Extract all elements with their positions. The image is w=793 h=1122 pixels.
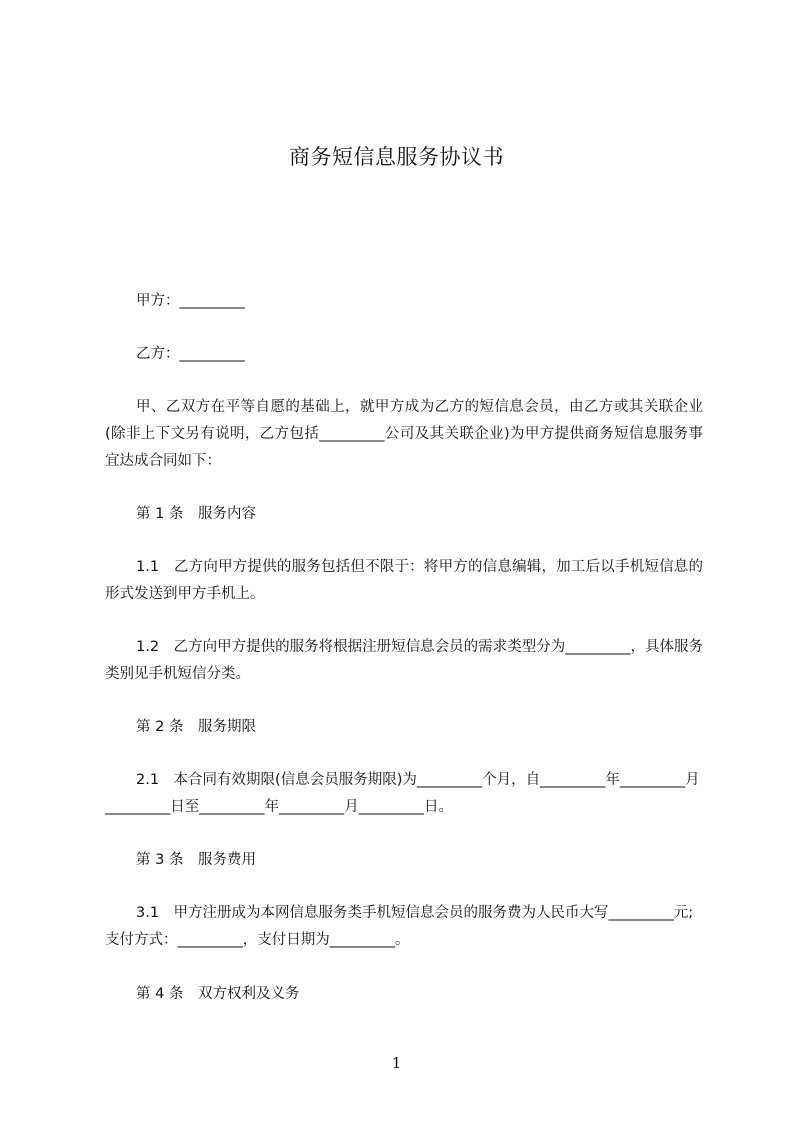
- article-3-heading: 第 3 条 服务费用: [136, 852, 256, 868]
- page-number: 1: [391, 1054, 402, 1072]
- document-title: 商务短信息服务协议书: [289, 145, 504, 169]
- party-a-line: 甲方：_________: [136, 293, 245, 309]
- clause-2-1: 2.1 本合同有效期限(信息会员服务期限)为_________个月，自_________年_________月_________日至_________年_________月_________日。: [105, 772, 700, 815]
- clause-1-2: 1.2 乙方向甲方提供的服务将根据注册短信息会员的需求类型分为_________，具体服务类别见手机短信分类。: [105, 639, 703, 682]
- clause-3-1: 3.1 甲方注册成为本网信息服务类手机短信息会员的服务费为人民币大写_________元;支付方式：_________，支付日期为_________。: [105, 905, 694, 948]
- preamble-paragraph: 甲、乙双方在平等自愿的基础上，就甲方成为乙方的短信息会员，由乙方或其关联企业(除非上下文另有说明，乙方包括_________公司及其关联企业)为甲方提供商务短信息服务事宜达成合同如下：: [105, 399, 703, 469]
- party-b-line: 乙方：_________: [136, 346, 245, 362]
- article-1-heading: 第 1 条 服务内容: [136, 506, 256, 522]
- article-4-heading: 第 4 条 双方权利及义务: [136, 986, 300, 1002]
- clause-1-1: 1.1 乙方向甲方提供的服务包括但不限于：将甲方的信息编辑，加工后以手机短信息的形式发送到甲方手机上。: [105, 559, 703, 602]
- article-2-heading: 第 2 条 服务期限: [136, 719, 256, 735]
